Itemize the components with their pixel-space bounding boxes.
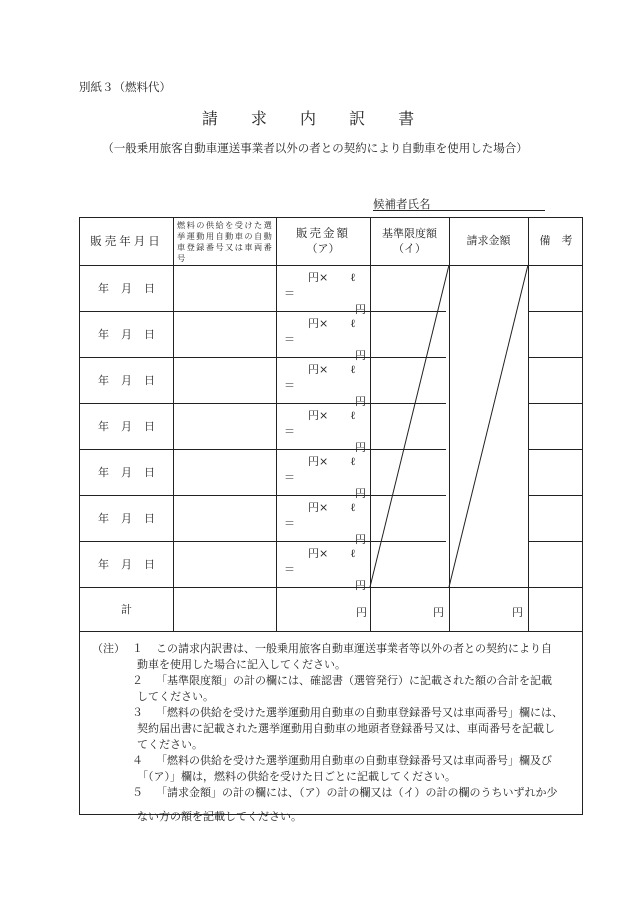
table-row-date[interactable] bbox=[80, 541, 173, 587]
sale-price-per-liter: 円× ℓ bbox=[308, 363, 356, 376]
col-header-sale-amount-sub: （ア） bbox=[306, 241, 340, 255]
sale-price-per-liter: 円× ℓ bbox=[308, 409, 356, 422]
sale-price-per-liter: 円× ℓ bbox=[308, 271, 356, 284]
table-row-vehicle-number[interactable] bbox=[177, 496, 273, 540]
table-row-date[interactable] bbox=[80, 357, 173, 403]
table-row-remarks[interactable] bbox=[529, 496, 583, 540]
date-part-label: 日 bbox=[144, 282, 155, 295]
col-header-limit-label: 基準限度額 bbox=[382, 226, 437, 240]
table-row-vehicle-number[interactable] bbox=[177, 450, 273, 494]
date-part-label: 月 bbox=[121, 420, 132, 433]
note-text-line: ない方の額を記載してください。 bbox=[137, 810, 302, 823]
table-row-vehicle-number[interactable] bbox=[177, 542, 273, 586]
date-part-label: 年 bbox=[98, 466, 109, 479]
note-text-line: 動車を使用した場合に記入してください。 bbox=[137, 658, 346, 671]
invoice-breakdown-table bbox=[79, 217, 583, 632]
notes-section bbox=[79, 632, 583, 823]
date-part-label: 日 bbox=[144, 466, 155, 479]
col-header-claim: 請求金額 bbox=[466, 234, 511, 248]
table-row-vehicle-number[interactable] bbox=[177, 312, 273, 356]
date-part-label: 年 bbox=[98, 374, 109, 387]
total-limit-yen: 円 bbox=[433, 606, 444, 619]
table-row-vehicle-number[interactable] bbox=[177, 358, 273, 402]
sale-equals: ＝ bbox=[284, 563, 295, 576]
candidate-name-field[interactable] bbox=[373, 210, 545, 211]
table-row-sale-amount[interactable] bbox=[276, 403, 370, 454]
table-row-sale-amount[interactable] bbox=[276, 311, 370, 362]
sale-yen-unit: 円 bbox=[355, 349, 366, 362]
sale-price-per-liter: 円× ℓ bbox=[308, 317, 356, 330]
sale-price-per-liter: 円× ℓ bbox=[308, 501, 356, 514]
table-row-remarks[interactable] bbox=[529, 312, 583, 356]
table-row-remarks[interactable] bbox=[529, 450, 583, 494]
note-text-line: てください。 bbox=[137, 738, 203, 751]
col-header-limit bbox=[370, 218, 449, 265]
table-row-sale-amount[interactable] bbox=[276, 541, 370, 592]
table-row-date[interactable] bbox=[80, 311, 173, 357]
table-row-date[interactable] bbox=[80, 265, 173, 311]
sale-equals: ＝ bbox=[284, 287, 295, 300]
sale-yen-unit: 円 bbox=[355, 533, 366, 546]
sale-yen-unit: 円 bbox=[355, 579, 366, 592]
date-part-label: 月 bbox=[121, 282, 132, 295]
date-part-label: 日 bbox=[144, 512, 155, 525]
sale-yen-unit: 円 bbox=[355, 441, 366, 454]
note-text-line: 「燃料の供給を受けた選挙運動用自動車の自動車登録番号又は車両番号」欄及び bbox=[156, 754, 552, 767]
note-number: １ bbox=[132, 642, 143, 655]
date-part-label: 日 bbox=[144, 420, 155, 433]
table-row-remarks[interactable] bbox=[529, 358, 583, 402]
note-text-line: この請求内訳書は、一般乗用旅客自動車運送事業者等以外の者との契約により自 bbox=[156, 642, 552, 655]
date-part-label: 日 bbox=[144, 558, 155, 571]
date-part-label: 年 bbox=[98, 558, 109, 571]
note-number: ５ bbox=[132, 786, 143, 799]
diagonal-line-claim bbox=[449, 265, 528, 587]
col-header-vehicle-number: 燃料の供給を受けた選挙運動用自動車の自動車登録番号又は車両番号 bbox=[177, 220, 273, 263]
date-part-label: 日 bbox=[144, 328, 155, 341]
date-part-label: 月 bbox=[121, 512, 132, 525]
date-part-label: 日 bbox=[144, 374, 155, 387]
table-row-date[interactable] bbox=[80, 495, 173, 541]
document-subtitle: （一般乗用旅客自動車運送事業者以外の者との契約により自動車を使用した場合） bbox=[102, 141, 528, 155]
date-part-label: 月 bbox=[121, 374, 132, 387]
note-text-line: してください。 bbox=[137, 690, 214, 703]
table-row-remarks[interactable] bbox=[529, 404, 583, 448]
table-row-vehicle-number[interactable] bbox=[177, 404, 273, 448]
table-row-sale-amount[interactable] bbox=[276, 495, 370, 546]
total-sale-yen: 円 bbox=[356, 606, 367, 619]
note-number: ２ bbox=[132, 674, 143, 687]
date-part-label: 月 bbox=[121, 558, 132, 571]
sale-yen-unit: 円 bbox=[355, 487, 366, 500]
table-row-remarks[interactable] bbox=[529, 266, 583, 310]
table-row-date[interactable] bbox=[80, 449, 173, 495]
note-text-line: 「請求金額」の計の欄には、（ア）の計の欄又は（イ）の計の欄のうちいずれか少 bbox=[156, 786, 558, 799]
table-row-sale-amount[interactable] bbox=[276, 265, 370, 316]
date-part-label: 月 bbox=[121, 328, 132, 341]
total-claim-yen: 円 bbox=[512, 606, 523, 619]
col-header-remarks: 備 考 bbox=[539, 234, 573, 248]
col-header-sale-amount-label: 販売金額 bbox=[296, 226, 350, 241]
sale-price-per-liter: 円× ℓ bbox=[308, 455, 356, 468]
note-text-line: 契約届出書に記載された選挙運動用自動車の地頭者登録番号又は、車両番号を記載し bbox=[137, 722, 555, 735]
date-part-label: 年 bbox=[98, 328, 109, 341]
sale-equals: ＝ bbox=[284, 517, 295, 530]
total-label: 計 bbox=[121, 602, 132, 616]
sale-yen-unit: 円 bbox=[355, 303, 366, 316]
col-header-sale-date: 販売年月日 bbox=[90, 233, 163, 248]
table-row-sale-amount[interactable] bbox=[276, 449, 370, 500]
note-text-line: 「（ア）」欄は，燃料の供給を受けた日ごとに記載してください。 bbox=[137, 770, 456, 783]
col-header-sale-amount bbox=[276, 218, 370, 265]
note-number: ４ bbox=[132, 754, 143, 767]
candidate-name-label: 候補者氏名 bbox=[373, 197, 431, 211]
col-header-limit-sub: （イ） bbox=[393, 241, 426, 255]
date-part-label: 月 bbox=[121, 466, 132, 479]
date-part-label: 年 bbox=[98, 512, 109, 525]
date-part-label: 年 bbox=[98, 282, 109, 295]
sale-equals: ＝ bbox=[284, 379, 295, 392]
sale-equals: ＝ bbox=[284, 333, 295, 346]
note-text-line: 「基準限度額」の計の欄には、確認書（選管発行）に記載された額の合計を記載 bbox=[156, 674, 552, 687]
document-title: 請 求 内 訳 書 bbox=[201, 109, 429, 128]
notes-label: （注） bbox=[92, 642, 125, 655]
sale-yen-unit: 円 bbox=[355, 395, 366, 408]
table-row-sale-amount[interactable] bbox=[276, 357, 370, 408]
attachment-label: 別紙３（燃料代） bbox=[79, 80, 171, 94]
table-row-remarks[interactable] bbox=[529, 542, 583, 586]
table-row-date[interactable] bbox=[80, 403, 173, 449]
sale-equals: ＝ bbox=[284, 425, 295, 438]
table-row-vehicle-number[interactable] bbox=[177, 266, 273, 310]
sale-equals: ＝ bbox=[284, 471, 295, 484]
note-text-line: 「燃料の供給を受けた選挙運動用自動車の自動車登録番号又は車両番号」欄には、 bbox=[156, 706, 563, 719]
note-number: ３ bbox=[132, 706, 143, 719]
sale-price-per-liter: 円× ℓ bbox=[308, 547, 356, 560]
date-part-label: 年 bbox=[98, 420, 109, 433]
diagonal-line-limit bbox=[370, 265, 449, 587]
